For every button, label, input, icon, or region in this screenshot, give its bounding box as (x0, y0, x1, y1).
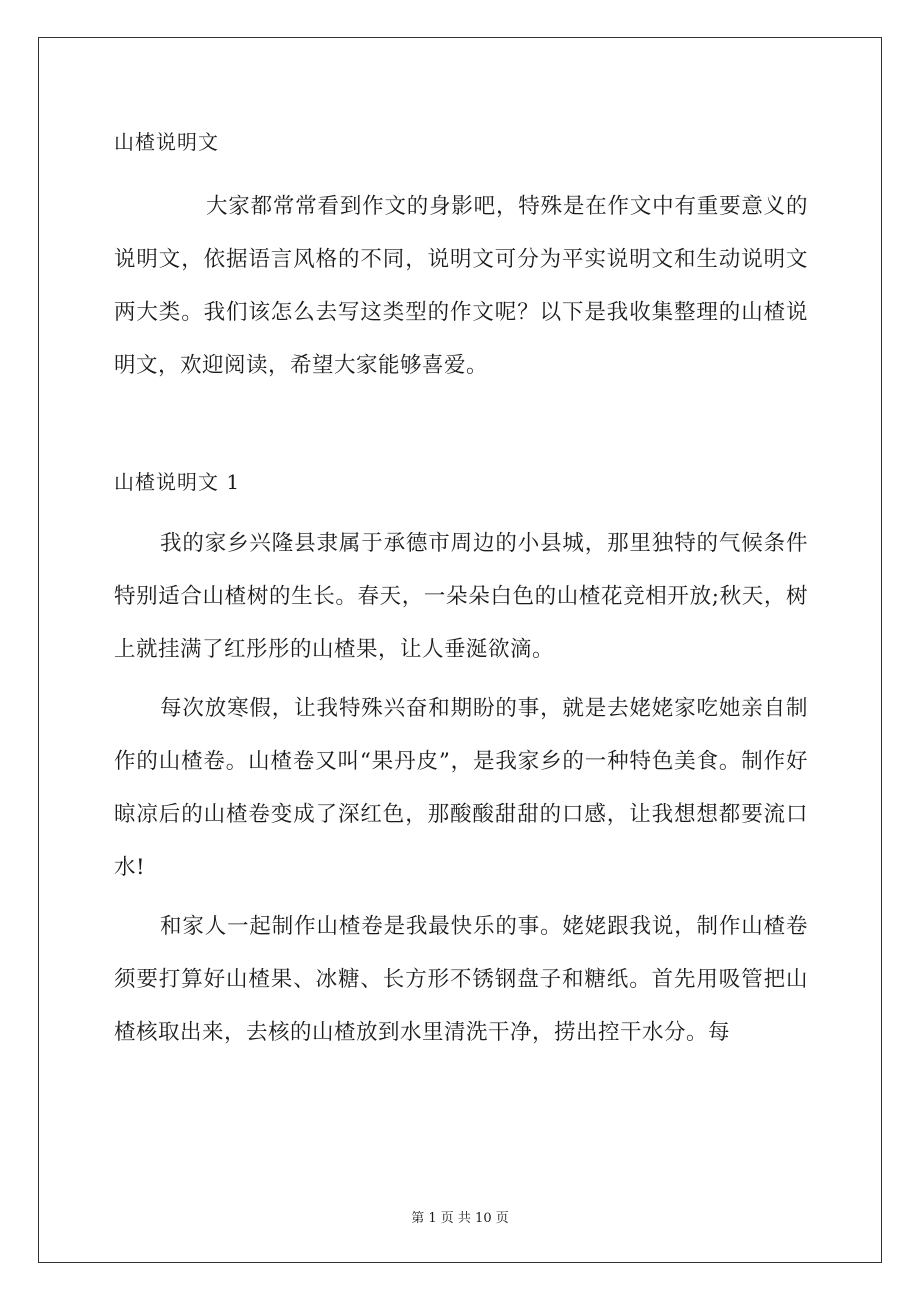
section-title: 山楂说明文 1 (114, 470, 241, 494)
body-paragraph-2: 每次放寒假，让我特殊兴奋和期盼的事，就是去姥姥家吃她亲自制作的山楂卷。山楂卷又叫“果丹皮”，是我家乡的一种特色美食。制作好晾凉后的山楂卷变成了深红色，那酸酸甜甜的口感，让我想想都要流口水! (114, 696, 808, 880)
page-footer: 第 1 页 共 10 页 (411, 1211, 509, 1226)
document-body (114, 122, 808, 1059)
body-paragraph-3: 和家人一起制作山楂卷是我最快乐的事。姥姥跟我说，制作山楂卷须要打算好山楂果、冰糖、长方形不锈钢盘子和糖纸。首先用吸管把山楂核取出来，去核的山楂放到水里清洗干净，捞出控干水分。每 (114, 914, 808, 1045)
intro-paragraph: 大家都常常看到作文的身影吧，特殊是在作文中有重要意义的说明文，依据语言风格的不同，说明文可分为平实说明文和生动说明文两大类。我们该怎么去写这类型的作文呢？以下是我收集整理的山楂说明文，欢迎阅读，希望大家能够喜爱。 (114, 194, 808, 378)
body-paragraph-1: 我的家乡兴隆县隶属于承德市周边的小县城，那里独特的气候条件特别适合山楂树的生长。春天，一朵朵白色的山楂花竞相开放;秋天，树上就挂满了红彤彤的山楂果，让人垂涎欲滴。 (114, 531, 808, 662)
document-title: 山楂说明文 (114, 130, 219, 154)
